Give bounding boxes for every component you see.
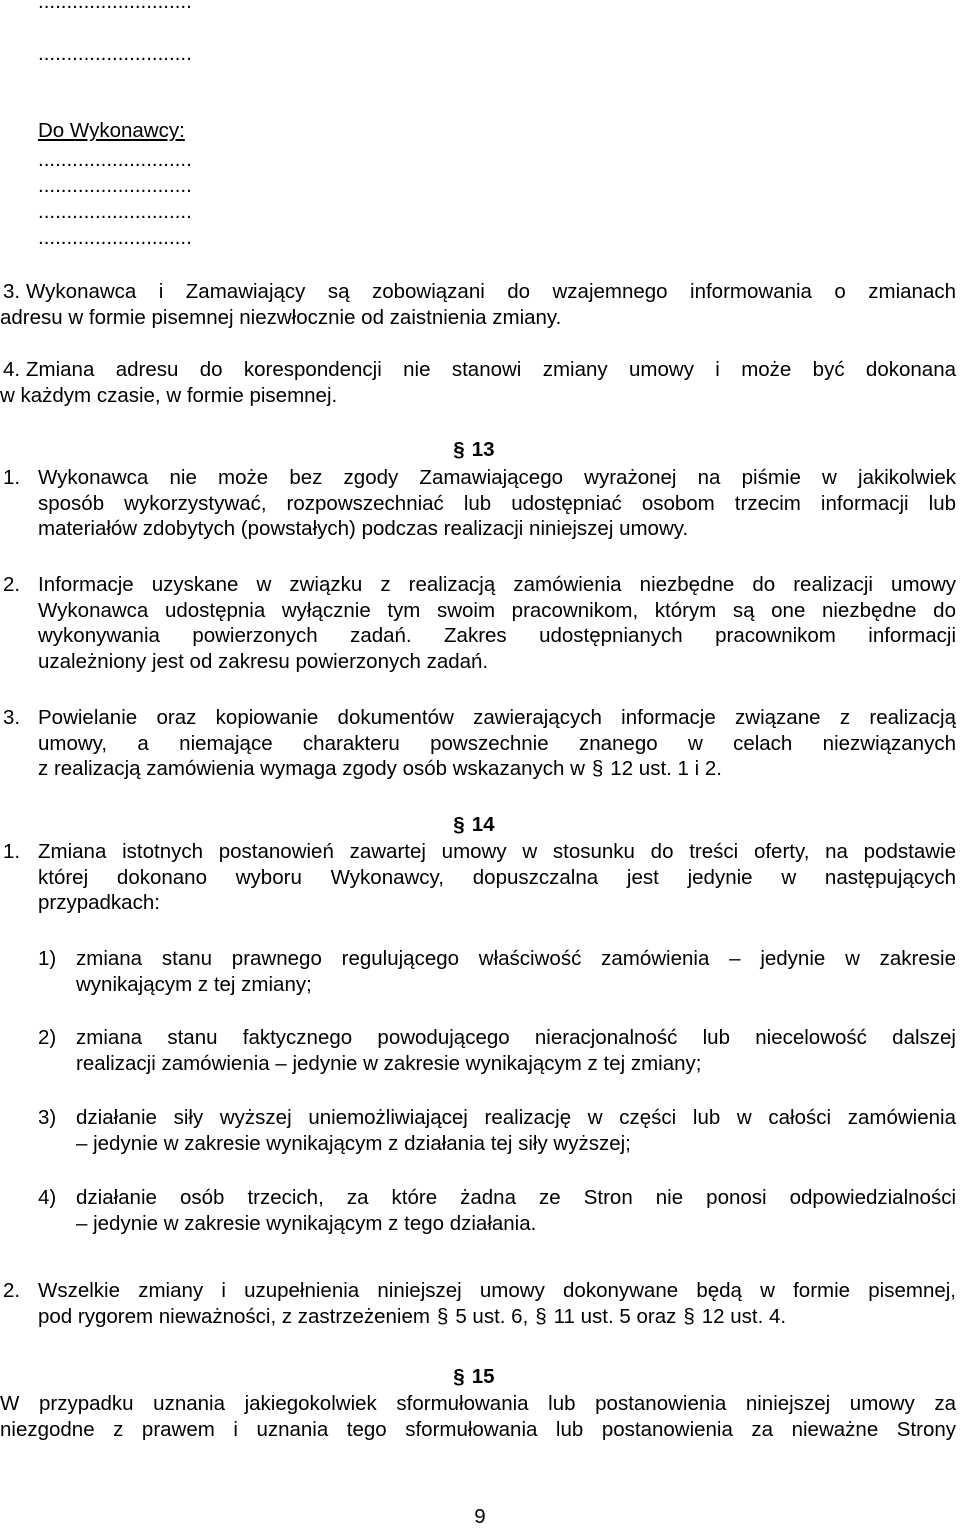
- text-line: Powielanie oraz kopiowanie dokumentów zawierających informacje związane z realizacją: [38, 706, 956, 729]
- text-line: sposób wykorzystywać, rozpowszechniać lub udostępniać osobom trzecim informacji lub: [38, 491, 956, 515]
- text-line: pod rygorem nieważności, z zastrzeżeniem § 5 ust. 6, § 11 ust. 5 oraz § 12 ust. 4.: [38, 1304, 787, 1328]
- section-number: 14: [471, 813, 495, 836]
- paragraph-number: 1.: [3, 466, 21, 489]
- text-line: wynikającym z tej zmiany;: [76, 972, 312, 996]
- text-line: zmiana stanu prawnego regulującego właściwość zamówienia – jedynie w zakresie: [76, 947, 956, 970]
- list-item: [76, 1185, 956, 1236]
- section-sign-icon: §: [591, 757, 604, 780]
- list-item-number: 3): [38, 1106, 57, 1129]
- section-sign-icon: §: [453, 438, 465, 461]
- page-number: 9: [474, 1505, 486, 1528]
- text-line: Informacje uzyskane w związku z realizacją zamówienia niezbędne do realizacji umowy: [38, 573, 956, 596]
- paragraph-4: [26, 357, 956, 383]
- section-sign-icon: §: [453, 813, 465, 836]
- list-item-number: 4): [38, 1186, 57, 1209]
- paragraph-number: 2.: [3, 1279, 21, 1302]
- paragraph-number: 2.: [3, 573, 21, 596]
- text-line: uzależniony jest od zakresu powierzonych zadań.: [38, 649, 489, 673]
- text-line: Wszelkie zmiany i uzupełnienia niniejszej umowy dokonywane będą w formie pisemnej,: [38, 1279, 956, 1302]
- paragraph-number: 1.: [3, 840, 21, 863]
- dotted-line: ...........................: [38, 174, 192, 197]
- paragraph-number: 4.: [3, 358, 21, 381]
- section-sign-icon: §: [683, 1304, 695, 1328]
- paragraph-number: 3.: [3, 706, 21, 729]
- list-item: [76, 1025, 956, 1076]
- text-line: – jedynie w zakresie wynikającym z działania tej siły wyższej;: [76, 1131, 631, 1155]
- paragraph-3-cont: [0, 305, 956, 331]
- section-heading-13: [452, 438, 495, 462]
- text-line: umowy, a niemające charakteru powszechnie znanego w celach niezwiązanych: [38, 731, 956, 755]
- dotted-line: ...........................: [38, 0, 192, 13]
- text-line: działanie siły wyższej uniemożliwiającej realizację w części lub w całości zamówienia: [76, 1106, 956, 1129]
- list-item-number: 1): [38, 947, 57, 970]
- text-line: w każdym czasie, w formie pisemnej.: [0, 384, 338, 407]
- section-sign-icon: §: [436, 1304, 449, 1328]
- section-number: 15: [471, 1365, 495, 1388]
- dotted-line: ...........................: [38, 148, 192, 171]
- dotted-line: ...........................: [38, 42, 192, 65]
- text-line: Wykonawca i Zamawiający są zobowiązani do wzajemnego informowania o zmianach: [26, 280, 956, 303]
- paragraph-14-2: [38, 1278, 956, 1329]
- text-line: której dokonano wyboru Wykonawcy, dopuszczalna jest jedynie w następujących: [38, 865, 956, 889]
- paragraph-13-2: [38, 572, 956, 674]
- text-line: działanie osób trzecich, za które żadna ze Stron nie ponosi odpowiedzialności: [76, 1186, 956, 1209]
- section-sign-icon: §: [535, 1304, 547, 1328]
- text-line: Zmiana istotnych postanowień zawartej umowy w stosunku do treści oferty, na podstawie: [38, 840, 956, 863]
- section-heading-15: [452, 1365, 495, 1389]
- paragraph-number: 3.: [3, 280, 21, 303]
- text-line: adresu w formie pisemnej niezwłocznie od zaistnienia zmiany.: [0, 305, 562, 329]
- list-item: [76, 946, 956, 997]
- text-line: Wykonawca udostępnia wyłącznie tym swoim pracownikom, którym są one niezbędne do: [38, 598, 956, 622]
- text-line: – jedynie w zakresie wynikającym z tego działania.: [76, 1211, 537, 1235]
- list-item-number: 2): [38, 1026, 57, 1049]
- paragraph-14-1: [38, 839, 956, 916]
- paragraph-13-1: [38, 465, 956, 542]
- paragraph-15: [0, 1391, 956, 1442]
- dotted-line: ...........................: [38, 226, 192, 249]
- section-sign-icon: §: [453, 1365, 465, 1388]
- paragraph-13-3: [38, 705, 956, 782]
- paragraph-3: [26, 279, 956, 305]
- text-line: Zmiana adresu do korespondencji nie stanowi zmiany umowy i może być dokonana: [26, 358, 956, 381]
- list-item: [76, 1105, 956, 1156]
- section-number: 13: [471, 438, 495, 461]
- text-line: wykonywania powierzonych zadań. Zakres udostępnianych pracownikom informacji: [38, 624, 956, 647]
- recipient-title: Do Wykonawcy:: [38, 119, 185, 142]
- text-line: realizacji zamówienia – jedynie w zakresie wynikającym z tej zmiany;: [76, 1051, 702, 1075]
- text-line: materiałów zdobytych (powstałych) podczas realizacji niniejszej umowy.: [38, 517, 689, 540]
- text-line: przypadkach:: [38, 891, 160, 914]
- text-line: Wykonawca nie może bez zgody Zamawiającego wyrażonej na piśmie w jakikolwiek: [38, 466, 956, 489]
- text-line: zmiana stanu faktycznego powodującego nieracjonalność lub niecelowość dalszej: [76, 1026, 956, 1049]
- text-line: z realizacją zamówienia wymaga zgody osób wskazanych w § 12 ust. 1 i 2.: [38, 757, 722, 780]
- text-line: niezgodne z prawem i uznania tego sformułowania lub postanowienia za nieważne Strony: [0, 1417, 956, 1441]
- dotted-line: ...........................: [38, 200, 192, 223]
- section-heading-14: [452, 813, 495, 837]
- paragraph-4-cont: [0, 383, 956, 409]
- text-line: W przypadku uznania jakiegokolwiek sformułowania lub postanowienia niniejszej umowy za: [0, 1392, 956, 1415]
